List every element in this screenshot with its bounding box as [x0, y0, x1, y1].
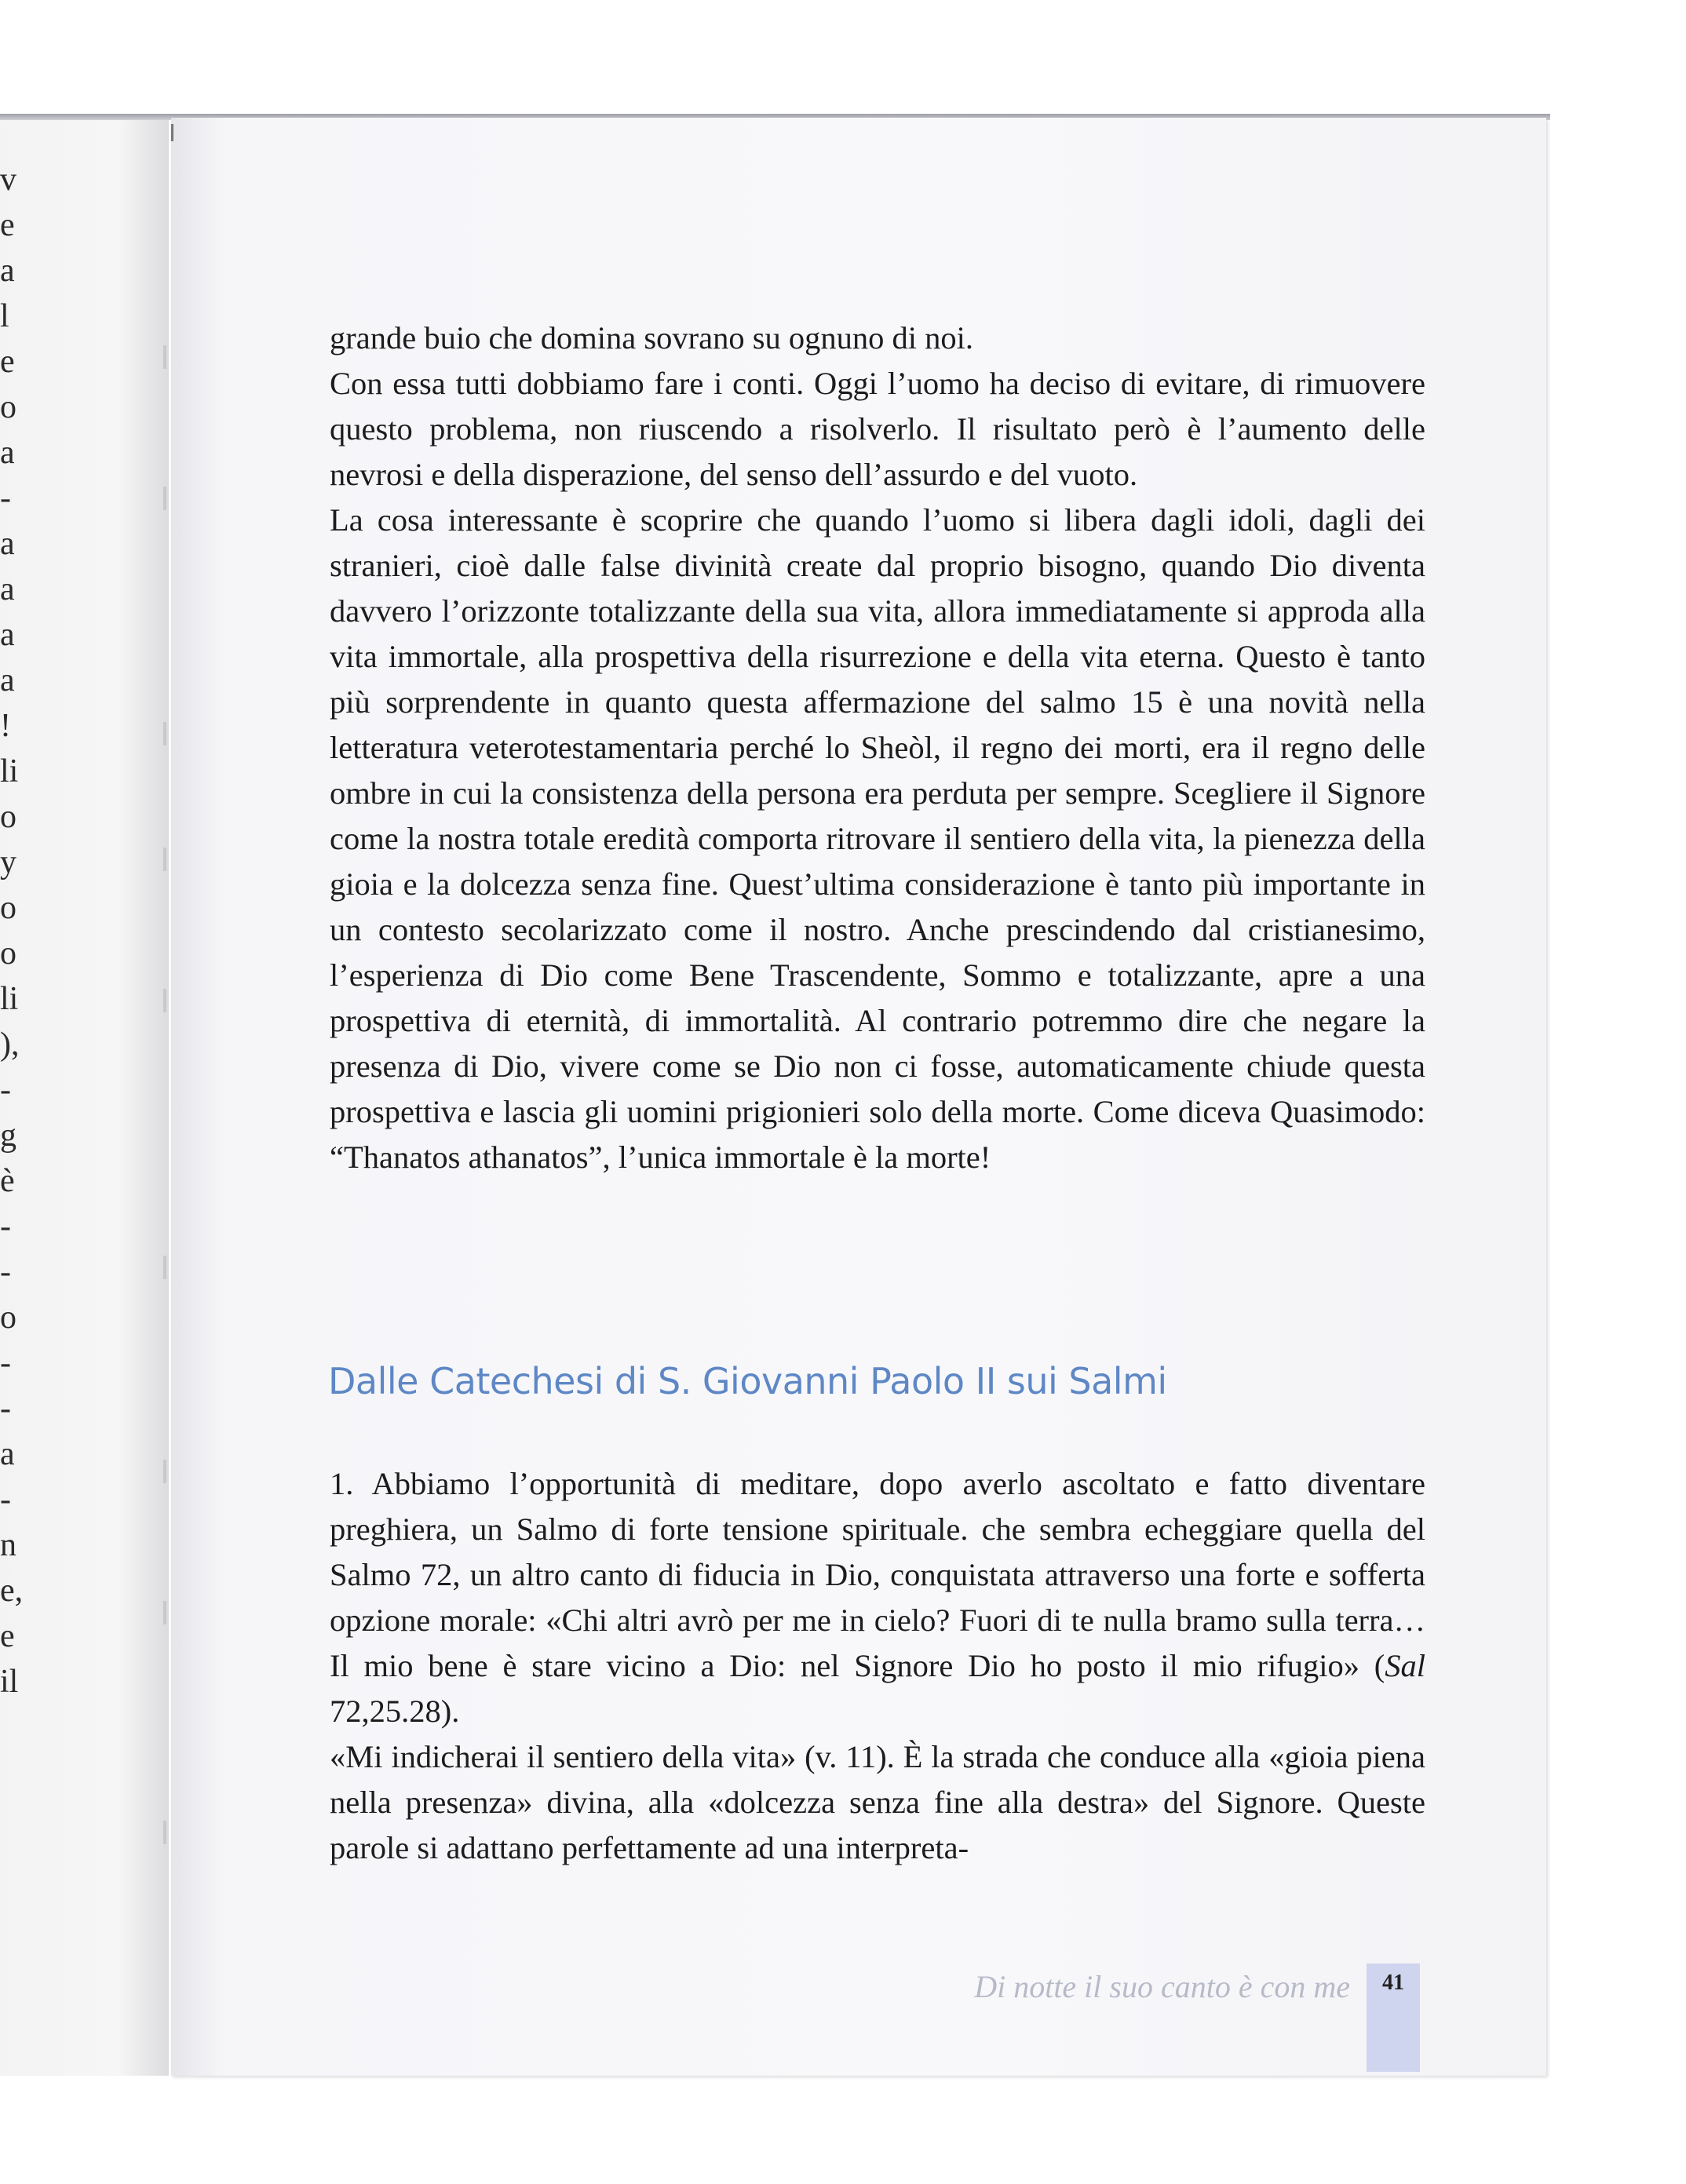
left-margin-letter: o	[0, 1300, 16, 1336]
left-margin-letter: e	[0, 207, 15, 243]
spine-mark	[171, 124, 173, 141]
left-margin-letter: li	[0, 753, 19, 789]
body-text	[330, 315, 1425, 1180]
paragraph	[330, 1461, 1425, 1734]
left-margin-letter: e	[0, 344, 15, 380]
left-margin-letter: o	[0, 389, 16, 425]
left-margin-letter: a	[0, 617, 15, 653]
left-margin-letter: !	[0, 708, 11, 744]
left-margin-letter: n	[0, 1527, 16, 1563]
left-margin-letter: v	[0, 162, 16, 198]
left-margin-letter: y	[0, 844, 16, 881]
left-margin-letter: -	[0, 1072, 11, 1108]
citation-book: Sal	[1385, 1648, 1425, 1683]
left-margin-letter: -	[0, 1209, 11, 1245]
left-margin-letter: a	[0, 526, 15, 562]
binding-stitch	[163, 1256, 166, 1279]
left-margin-letter: a	[0, 662, 15, 698]
left-margin-letter: -	[0, 1345, 11, 1381]
left-margin-letter: -	[0, 1482, 11, 1518]
section-heading: Dalle Catechesi di S. Giovanni Paolo II sui Salmi	[328, 1360, 1167, 1402]
binding-stitch	[163, 345, 166, 369]
binding-stitch	[163, 1821, 166, 1844]
left-margin-letter: e,	[0, 1573, 24, 1609]
binding-stitch	[163, 989, 166, 1012]
binding-stitch	[163, 848, 166, 871]
left-margin-letter: -	[0, 1254, 11, 1290]
left-margin-letter: il	[0, 1664, 19, 1700]
left-margin-letter: l	[0, 298, 9, 334]
left-margin-letter: e	[0, 1618, 15, 1654]
binding-stitch	[163, 487, 166, 510]
paragraph: Con essa tutti dobbiamo fare i conti. Oggi l’uomo ha deciso di evitare, di rimuovere questo problema, non riuscendo a risolverlo. Il risultato però è l’aumento delle nevrosi e della disperazione, del senso dell’assurdo e del vuoto.	[330, 366, 1425, 492]
left-margin-letter: o	[0, 799, 16, 835]
left-margin-letter: ),	[0, 1026, 20, 1063]
left-margin-letter: a	[0, 1436, 15, 1472]
binding-stitch	[163, 722, 166, 746]
left-margin-letter: -	[0, 1391, 11, 1427]
running-title: Di notte il suo canto è con me	[974, 1969, 1350, 2004]
catechesis-text	[330, 1461, 1425, 1871]
citation-reference: 72,25.28).	[330, 1694, 460, 1729]
left-margin-letter: è	[0, 1163, 15, 1199]
left-margin-letter: a	[0, 253, 15, 289]
left-margin-letter: g	[0, 1118, 16, 1154]
left-margin-letter: o	[0, 935, 16, 972]
left-margin-letter: a	[0, 435, 15, 471]
left-margin-letter: -	[0, 480, 11, 516]
left-margin-letter: o	[0, 890, 16, 926]
binding-stitch	[163, 1460, 166, 1483]
paragraph: grande buio che domina sovrano su ognuno di noi.	[330, 320, 973, 355]
paragraph: La cosa interessante è scoprire che quando l’uomo si libera dagli idoli, dagli dei stranieri, cioè dalle false divinità create dal proprio bisogno, quando Dio diventa davvero l’orizzonte totalizzante della sua vita, allora immediatamente si approda alla vita immortale, alla prospettiva della risurrezione e della vita eterna. Questo è tanto più sorprendente in quanto questa affermazione del salmo 15 è una novità nella letteratura veterotestamentaria perché lo Sheòl, il regno dei morti, era il regno delle ombre in cui la consistenza della persona era perduta per sempre. Scegliere il Signore come la nostra totale eredità comporta ritrovare il sentiero della vita, la pienezza della gioia e la dolcezza senza fine. Quest’ultima considerazione è tanto più importante in un contesto secolarizzato come il nostro. Anche prescindendo dal cristianesimo, l’esperienza di Dio come Bene Trascendente, Sommo e totalizzante, apre a una prospettiva di eternità, di immortalità. Al contrario potremmo dire che negare la presenza di Dio, vivere come se Dio non ci fosse, automaticamente chiude questa prospettiva e lascia gli uomini prigionieri solo della morte. Come diceva Quasimodo: “Thanatos athanatos”, l’unica immortale è la morte!	[330, 502, 1425, 1175]
left-margin-letter: a	[0, 571, 15, 607]
binding-stitch	[163, 1601, 166, 1624]
left-page-fragment	[0, 118, 169, 2076]
page-number: 41	[1382, 1971, 1404, 1995]
paragraph: «Mi indicherai il sentiero della vita» (v. 11). È la strada che conduce alla «gioia piena nella presenza» divina, alla «dolcezza senza fine alla destra» del Signore. Queste parole si adattano perfettamente ad una interpreta-	[330, 1739, 1425, 1865]
left-margin-letters	[0, 118, 31, 2076]
left-margin-letter: li	[0, 981, 19, 1017]
paragraph-text: 1. Abbiamo l’opportunità di meditare, dopo averlo ascoltato e fatto diventare preghiera, un Salmo di forte tensione spirituale. che sembra echeggiare quella del Salmo 72, un altro canto di fiducia in Dio, conquistata attraverso una forte e sofferta opzione morale: «Chi altri avrò per me in cielo? Fuori di te nulla bramo sulla terra… Il mio bene è stare vicino a Dio: nel Signore Dio ho posto il mio rifugio» (	[330, 1466, 1425, 1683]
